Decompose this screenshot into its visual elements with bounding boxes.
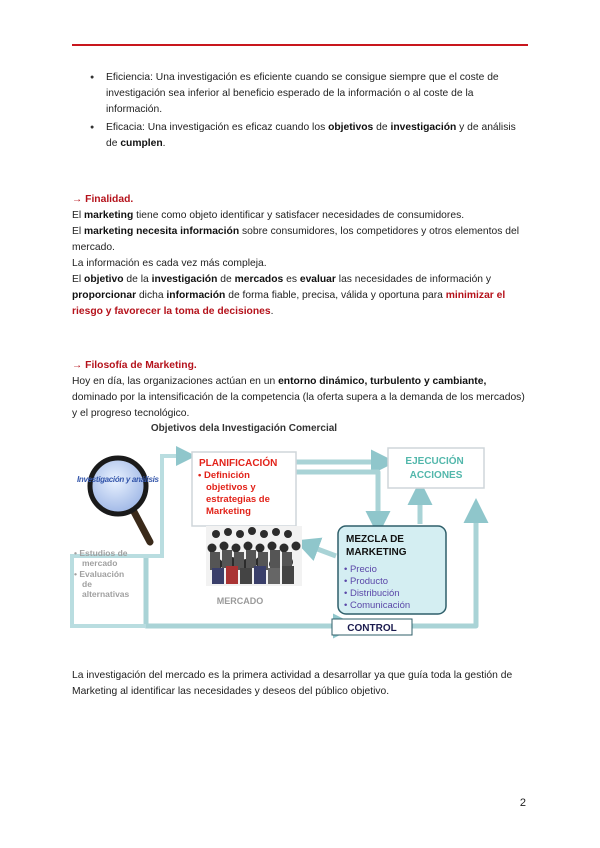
ejecucion-box [388,448,484,488]
closing-paragraph: La investigación del mercado es la primera actividad a desarrollar ya que guía toda la gestión de Marketing al identificar las necesidades y deseos del público objetivo. [72,670,513,697]
paragraph: El marketing necesita información sobre consumidores, los competidores y otros elementos del mercado. [72,226,519,253]
diagram-title: Objetivos dela Investigación Comercial [150,423,338,434]
page-number: 2 [519,797,526,809]
control-label: CONTROL [347,623,397,634]
mercado-label: MERCADO [216,596,264,606]
ejecucion-label: EJECUCIÓN ACCIONES [405,456,464,481]
header-rule [72,44,528,46]
mezcla-items: • Precio • Producto • Distribución • Comunicación [344,564,411,611]
magnifier-text: Investigación y análisis [77,475,159,484]
list-item: ● Eficiencia: Una investigación es eficiente cuando se consigue siempre que el coste de investigación sea inferior al beneficio esperado de la información o al coste de la información. [72,70,528,118]
paragraph: El objetivo de la investigación de mercados es evaluar las necesidades de información y proporcionar dicha información de forma fiable, precisa, válida y oportuna para minimizar el riesgo y favorecer la toma de decisiones. [72,274,506,317]
definitions-list [72,70,528,152]
paragraph: Hoy en día, las organizaciones actúan en un entorno dinámico, turbulento y cambiante, dominado por la intensificación de la competencia (la oferta supera a la demanda de los mercados) y el progreso tecnológico. [72,376,525,419]
paragraph: La información es cada vez más compleja. [72,258,267,269]
estudios-list: • Estudios de mercado • Evaluación de alternativas [74,548,130,599]
mezcla-title: MEZCLA DE MARKETING [346,534,407,558]
closing-block [72,668,528,700]
page-content [72,70,528,422]
filosofia-title: → Filosofía de Marketing. [72,360,197,371]
finalidad-title: → Finalidad. [72,194,134,205]
planificacion-item: • Definición objetivos y estrategias de Marketing [198,470,270,517]
crowd-illustration [206,526,302,586]
list-item: ● Eficacia: Una investigación es eficaz cuando los objetivos de investigación y de análisis de cumplen. [72,120,528,152]
objetivos-diagram [66,416,528,652]
magnifier-icon [77,458,160,542]
planificacion-title: PLANIFICACIÓN [199,458,278,469]
paragraph: El marketing tiene como objeto identificar y satisfacer necesidades de consumidores. [72,210,465,221]
